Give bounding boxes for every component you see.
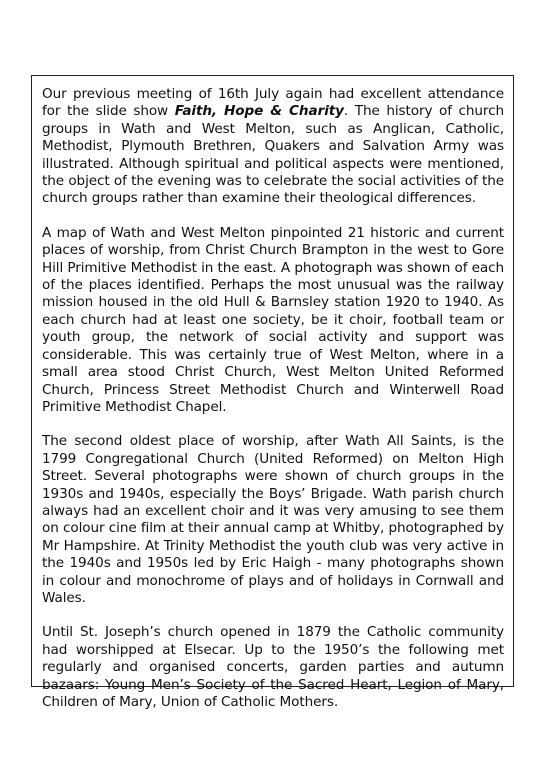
newsletter-text-box	[31, 75, 514, 710]
slide-show-title: Faith, Hope & Charity	[174, 103, 344, 120]
paragraph-catholic-community: Until St. Joseph’s church opened in 1879 the Catholic community had worshipped at Elsecar. Up to the 1950’s the following met regularly and organised concerts, garden parties and autumn bazaars: Young Men’s Society of the Sacred Heart, Legion of Mary, Children of Mary, Union of Catholic Mothers.	[42, 624, 504, 710]
paragraph-1-intro: Our previous meeting of 16th July again had excellent attendance for the slide show	[42, 86, 504, 120]
paragraph-slide-show	[42, 86, 504, 208]
paragraph-map-places-of-worship: A map of Wath and West Melton pinpointed 21 historic and current places of worship, from Christ Church Brampton in the west to Gore Hill Primitive Methodist in the east. A photograph was shown of each of the places identified. Perhaps the most unusual was the railway mission housed in the old Hull & Barnsley station 1920 to 1940. As each church had at least one society, be it choir, football team or youth group, the network of social activity and support was considerable. This was certainly true of West Melton, where in a small area stood Christ Church, West Melton United Reformed Church, Princess Street Methodist Church and Winterwell Road Primitive Methodist Chapel.	[42, 224, 504, 415]
paragraph-1-body: . The history of church groups in Wath and West Melton, such as Anglican, Catholic, Methodist, Plymouth Brethren, Quakers and Salvation Army was illustrated. Although spiritual and political aspects were mentioned, the object of the evening was to celebrate the social activities of the church groups rather than examine their theological differences.	[42, 103, 504, 207]
paragraph-congregational-church: The second oldest place of worship, after Wath All Saints, is the 1799 Congregational Church (United Reformed) on Melton High Street. Several photographs were shown of church groups in the 1930s and 1940s, especially the Boys’ Brigade. Wath parish church always had an excellent choir and it was very amusing to see them on colour cine film at their annual camp at Whitby, photographed by Mr Hampshire. At Trinity Methodist the youth club was very active in the 1940s and 1950s led by Eric Haigh - many photographs shown in colour and monochrome of plays and of holidays in Cornwall and Wales.	[42, 433, 504, 606]
